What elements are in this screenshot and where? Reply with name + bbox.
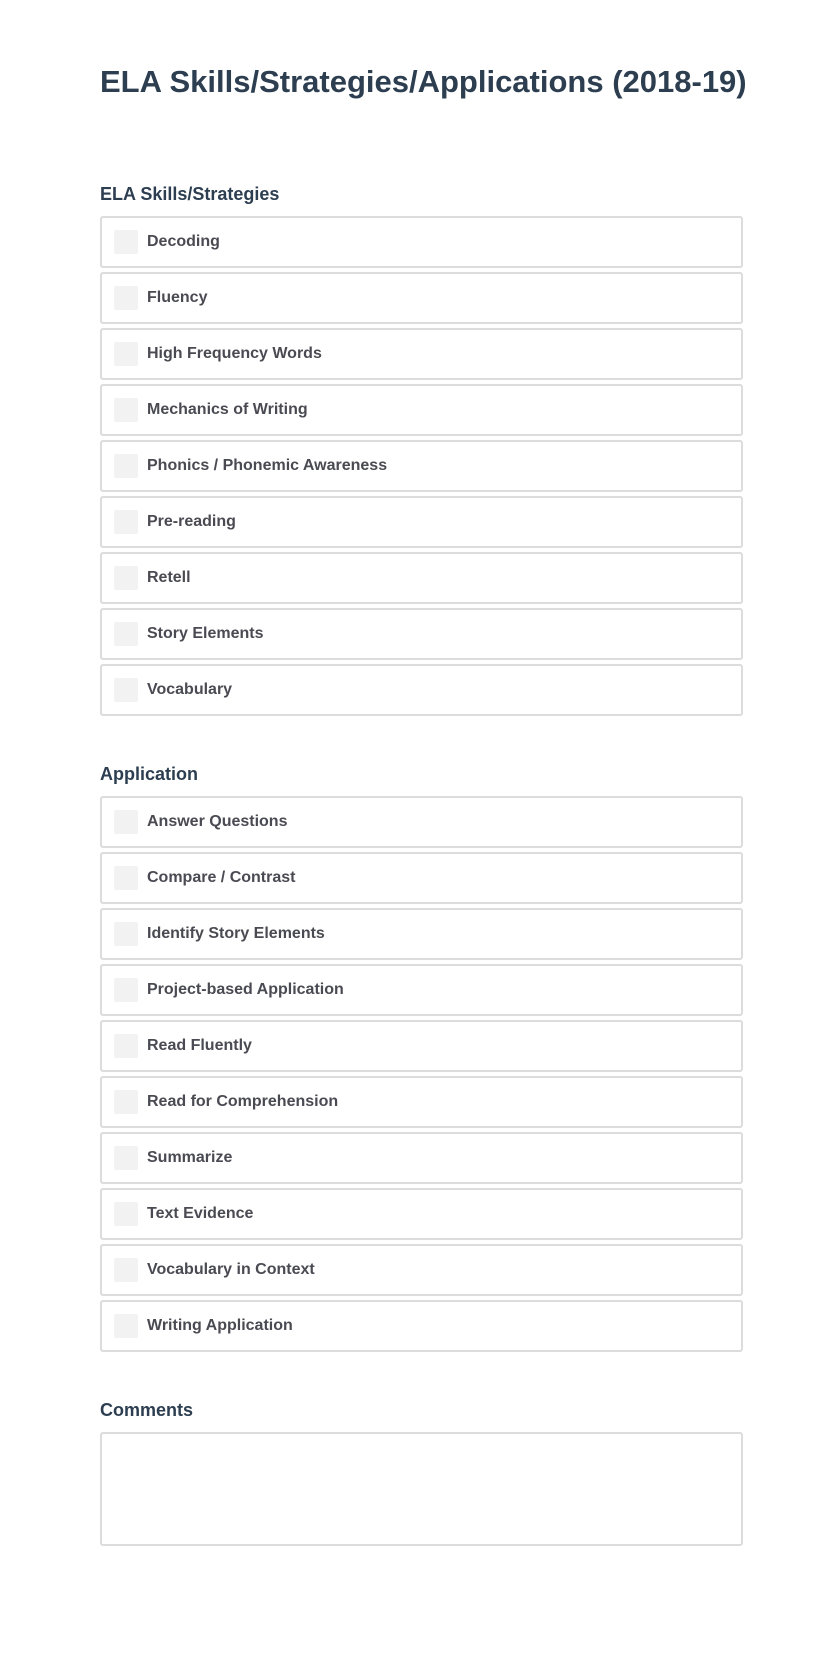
- checklist-item-label: Mechanics of Writing: [147, 401, 308, 418]
- checkbox[interactable]: [114, 1258, 138, 1282]
- checklist-item-label: Story Elements: [147, 625, 264, 642]
- checkbox[interactable]: [114, 566, 138, 590]
- application-checklist: [100, 796, 743, 1352]
- comments-textarea[interactable]: [100, 1432, 743, 1546]
- checkbox[interactable]: [114, 1146, 138, 1170]
- checklist-item-label: Project-based Application: [147, 981, 344, 998]
- checklist-item-text-evidence[interactable]: [100, 1188, 743, 1240]
- checkbox[interactable]: [114, 1314, 138, 1338]
- checkbox[interactable]: [114, 342, 138, 366]
- checklist-item-project-based-application[interactable]: [100, 964, 743, 1016]
- checkbox[interactable]: [114, 866, 138, 890]
- checkbox[interactable]: [114, 286, 138, 310]
- checkbox[interactable]: [114, 1090, 138, 1114]
- checklist-item-summarize[interactable]: [100, 1132, 743, 1184]
- checklist-item-decoding[interactable]: [100, 216, 743, 268]
- checklist-item-label: Writing Application: [147, 1317, 293, 1334]
- checklist-item-high-frequency-words[interactable]: [100, 328, 743, 380]
- checklist-item-phonics[interactable]: [100, 440, 743, 492]
- checklist-item-label: Vocabulary in Context: [147, 1261, 315, 1278]
- application-heading: Application: [100, 764, 198, 784]
- checklist-item-label: Compare / Contrast: [147, 869, 296, 886]
- checklist-item-identify-story-elements[interactable]: [100, 908, 743, 960]
- checklist-item-writing-application[interactable]: [100, 1300, 743, 1352]
- checklist-item-label: Vocabulary: [147, 681, 233, 698]
- checklist-item-label: Pre-reading: [147, 513, 236, 530]
- page-title: ELA Skills/Strategies/Applications (2018-19): [100, 64, 747, 99]
- checklist-item-label: High Frequency Words: [147, 345, 322, 362]
- checklist-item-mechanics-of-writing[interactable]: [100, 384, 743, 436]
- checklist-item-retell[interactable]: [100, 552, 743, 604]
- checklist-item-read-for-comprehension[interactable]: [100, 1076, 743, 1128]
- checkbox[interactable]: [114, 1202, 138, 1226]
- checkbox[interactable]: [114, 922, 138, 946]
- checklist-item-read-fluently[interactable]: [100, 1020, 743, 1072]
- checklist-item-label: Decoding: [147, 233, 220, 250]
- comments-heading: Comments: [100, 1400, 194, 1420]
- checklist-item-label: Read Fluently: [147, 1037, 252, 1054]
- application-section: [100, 760, 743, 1352]
- skills-section: [100, 180, 743, 716]
- checklist-item-label: Text Evidence: [147, 1205, 254, 1222]
- checkbox[interactable]: [114, 678, 138, 702]
- skills-checklist: [100, 216, 743, 716]
- checklist-item-story-elements[interactable]: [100, 608, 743, 660]
- comments-section: [100, 1396, 743, 1546]
- checklist-item-label: Retell: [147, 569, 191, 586]
- checklist-item-label: Fluency: [147, 289, 208, 306]
- checkbox[interactable]: [114, 978, 138, 1002]
- checkbox[interactable]: [114, 622, 138, 646]
- checkbox[interactable]: [114, 1034, 138, 1058]
- checklist-item-vocabulary-in-context[interactable]: [100, 1244, 743, 1296]
- checklist-item-label: Summarize: [147, 1149, 233, 1166]
- checklist-item-compare-contrast[interactable]: [100, 852, 743, 904]
- checkbox[interactable]: [114, 454, 138, 478]
- checkbox[interactable]: [114, 810, 138, 834]
- checkbox[interactable]: [114, 510, 138, 534]
- checklist-item-label: Identify Story Elements: [147, 925, 325, 942]
- checklist-item-label: Phonics / Phonemic Awareness: [147, 457, 388, 474]
- checklist-item-pre-reading[interactable]: [100, 496, 743, 548]
- checklist-item-fluency[interactable]: [100, 272, 743, 324]
- checklist-item-label: Answer Questions: [147, 813, 288, 830]
- skills-heading: ELA Skills/Strategies: [100, 184, 280, 204]
- checklist-item-answer-questions[interactable]: [100, 796, 743, 848]
- checkbox[interactable]: [114, 398, 138, 422]
- checklist-item-label: Read for Comprehension: [147, 1093, 339, 1110]
- checklist-item-vocabulary[interactable]: [100, 664, 743, 716]
- checkbox[interactable]: [114, 230, 138, 254]
